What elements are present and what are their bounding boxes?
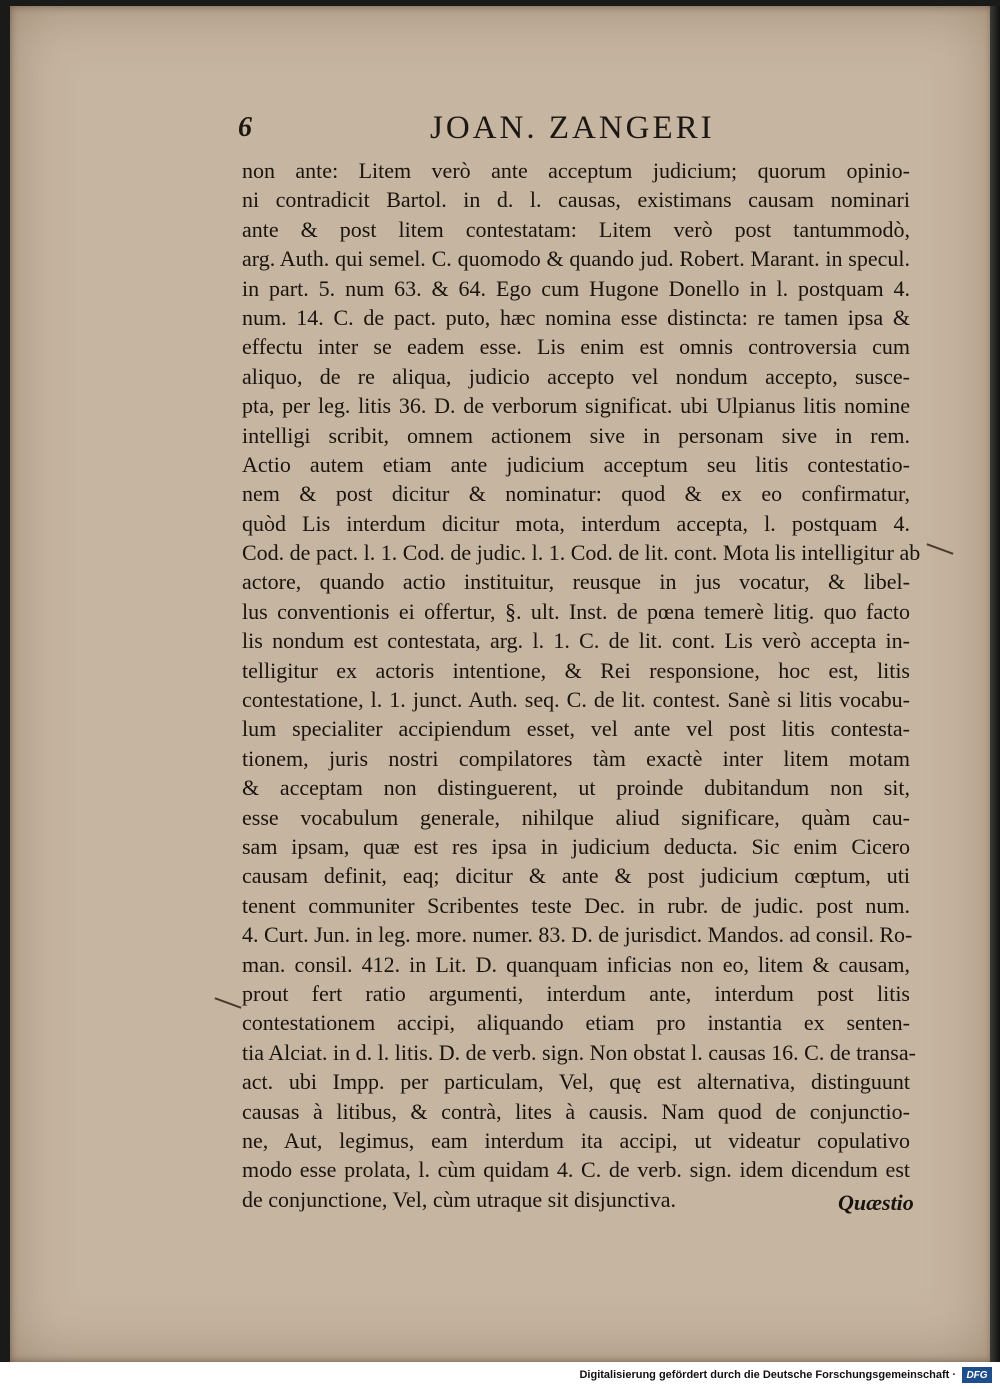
text-line: lum specialiter accipiendum esset, vel ante vel post litis contesta- bbox=[242, 716, 910, 742]
text-line: pta, per leg. litis 36. D. de verborum significat. ubi Ulpianus litis nomine bbox=[242, 393, 910, 419]
text-line: contestatione, l. 1. junct. Auth. seq. C. de lit. contest. Sanè si litis vocabu- bbox=[242, 687, 910, 713]
text-line: act. ubi Impp. per particulam, Vel, quę est alternativa, distinguunt bbox=[242, 1069, 910, 1095]
text-line: de conjunctione, Vel, cùm utraque sit disjunctiva. bbox=[242, 1186, 676, 1212]
text-line: aliquo, de re aliqua, judicio accepto vel nondum accepto, susce- bbox=[242, 363, 910, 389]
running-title: JOAN. ZANGERI bbox=[430, 110, 715, 146]
page-number: 6 bbox=[238, 112, 252, 143]
text-line: Cod. de pact. l. 1. Cod. de judic. l. 1. Cod. de lit. cont. Mota lis intelligitur ab bbox=[242, 540, 921, 566]
text-line: esse vocabulum generale, nihilque aliud significare, quàm cau- bbox=[242, 804, 910, 830]
text-line: causas à litibus, & contrà, lites à causis. Nam quod de conjunctio- bbox=[242, 1098, 910, 1124]
text-line: modo esse prolata, l. cùm quidam 4. C. de verb. sign. idem dicendum est bbox=[242, 1157, 910, 1183]
text-line: ante & post litem contestatam: Litem verò post tantummodò, bbox=[242, 216, 910, 242]
footer-bar bbox=[0, 1362, 1000, 1389]
text-line: man. consil. 412. in Lit. D. quanquam inficias non eo, litem & causam, bbox=[242, 951, 910, 977]
text-line: & acceptam non distinguerent, ut proinde dubitandum non sit, bbox=[242, 775, 910, 801]
text-line: effectu inter se eadem esse. Lis enim est omnis controversia cum bbox=[242, 334, 910, 360]
text-line: intelligi scribit, omnem actionem sive in personam sive in rem. bbox=[242, 422, 910, 448]
text-line: ni contradicit Bartol. in d. l. causas, existimans causam nominari bbox=[242, 187, 910, 213]
text-line: in part. 5. num 63. & 64. Ego cum Hugone Donello in l. postquam 4. bbox=[242, 275, 910, 301]
text-line: tenent communiter Scribentes teste Dec. in rubr. de judic. post num. bbox=[242, 892, 910, 918]
text-line: prout fert ratio argumenti, interdum ante, interdum post litis bbox=[242, 980, 910, 1006]
text-line: num. 14. C. de pact. puto, hæc nomina esse distincta: re tamen ipsa & bbox=[242, 304, 910, 330]
text-line: ne, Aut, legimus, eam interdum ita accipi, ut videatur copulativo bbox=[242, 1127, 910, 1153]
text-line: sam ipsam, quæ est res ipsa in judicium deducta. Sic enim Cicero bbox=[242, 833, 910, 859]
text-line: contestationem accipi, aliquando etiam pro instantia ex senten- bbox=[242, 1010, 910, 1036]
book-spine-edge bbox=[990, 6, 1000, 1362]
text-line: actore, quando actio instituitur, reusque in jus vocatur, & libel- bbox=[242, 569, 910, 595]
text-line: quòd Lis interdum dicitur mota, interdum accepta, l. postquam 4. bbox=[242, 510, 910, 536]
text-line: tia Alciat. in d. l. litis. D. de verb. sign. Non obstat l. causas 16. C. de transa- bbox=[242, 1039, 916, 1065]
running-head bbox=[238, 110, 798, 150]
catchword: Quæstio bbox=[838, 1190, 914, 1215]
text-line: telligitur ex actoris intentione, & Rei responsione, hoc est, litis bbox=[242, 657, 910, 683]
text-line: lus conventionis ei offertur, §. ult. Inst. de pœna temerè litig. quo facto bbox=[242, 598, 910, 624]
dfg-logo[interactable]: DFG bbox=[962, 1367, 992, 1383]
text-line: causam definit, eaq; dicitur & ante & post judicium cœptum, uti bbox=[242, 863, 910, 889]
text-line: tionem, juris nostri compilatores tàm exactè inter litem motam bbox=[242, 745, 910, 771]
body-text bbox=[242, 156, 921, 1214]
text-line: Actio autem etiam ante judicium acceptum seu litis contestatio- bbox=[242, 451, 910, 477]
text-line: non ante: Litem verò ante acceptum judicium; quorum opinio- bbox=[242, 158, 910, 183]
text-line: lis nondum est contestata, arg. l. 1. C. de lit. cont. Lis verò accepta in- bbox=[242, 628, 910, 654]
text-line: nem & post dicitur & nominatur: quod & ex eo confirmatur, bbox=[242, 481, 910, 507]
text-line: arg. Auth. qui semel. C. quomodo & quando jud. Robert. Marant. in specul. bbox=[242, 246, 910, 272]
text-line: 4. Curt. Jun. in leg. more. numer. 83. D. de jurisdict. Mandos. ad consil. Ro- bbox=[242, 922, 913, 948]
funding-credit: Digitalisierung gefördert durch die Deutsche Forschungsgemeinschaft · bbox=[579, 1369, 956, 1381]
